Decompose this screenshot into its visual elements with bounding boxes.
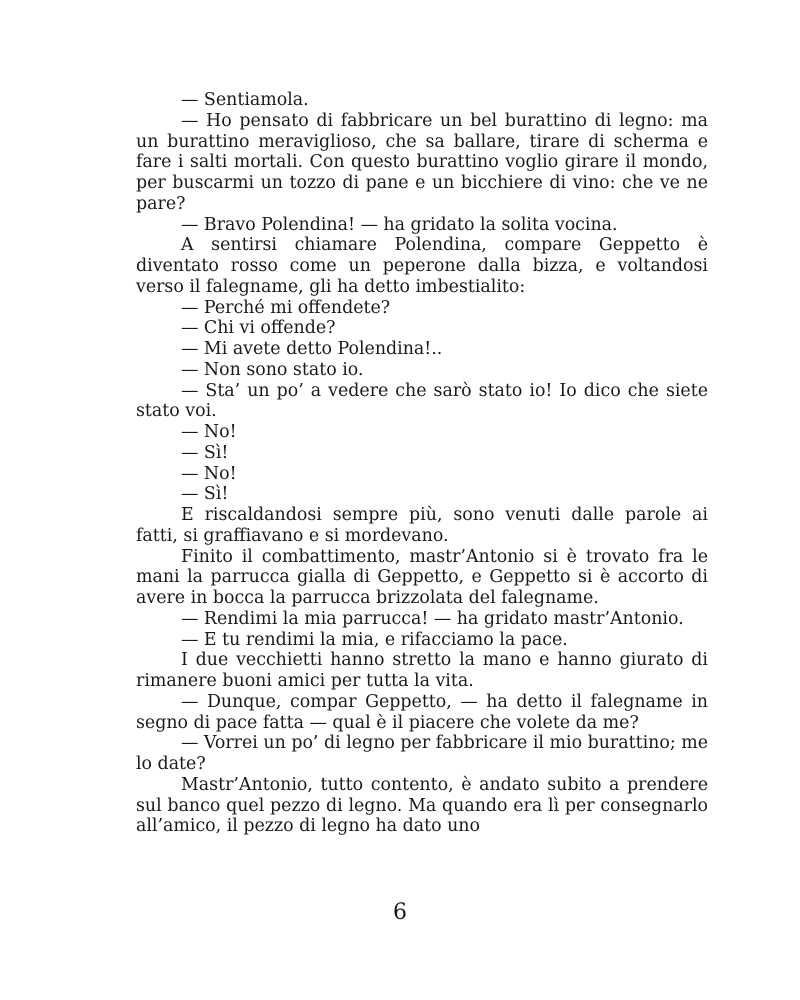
- paragraph: — Bravo Polendina! — ha gridato la solita vocina.: [181, 214, 618, 235]
- paragraph: — Sentiamola.: [181, 90, 309, 110]
- paragraph: — No!: [181, 463, 237, 484]
- paragraph: E riscaldandosi sempre più, sono venuti dalle parole ai fatti, si graffiavano e si mordevano.: [136, 505, 708, 546]
- body-text: [136, 90, 708, 837]
- paragraph: — Dunque, compar Geppetto, — ha detto il falegname in segno di pace fatta — qual è il piacere che volete da me?: [136, 691, 708, 733]
- paragraph: — Ho pensato di fabbricare un bel burattino di legno: ma un burattino meraviglioso, che sa ballare, tirare di scherma e fare i salti mortali. Con questo burattino voglio girare il mondo, per buscarmi un tozzo di pane e un bicchiere di vino: che ve ne pare?: [136, 110, 708, 214]
- paragraph: A sentirsi chiamare Polendina, compare Geppetto è diventato rosso come un peperone dalla bizza, e voltandosi verso il falegname, gli ha detto imbestialito:: [136, 235, 708, 297]
- page-number: 6: [393, 900, 407, 925]
- paragraph: Mastr’Antonio, tutto contento, è andato subito a prendere sul banco quel pezzo di legno. Ma quando era lì per consegnarlo all’amico, il pezzo di legno ha dato uno: [136, 774, 708, 837]
- paragraph: — Non sono stato io.: [181, 359, 364, 380]
- paragraph: — Sta’ un po’ a vedere che sarò stato io! Io dico che siete stato voi.: [136, 380, 708, 422]
- paragraph: — Mi avete detto Polendina!..: [181, 339, 443, 359]
- paragraph: — Perché mi offendete?: [181, 297, 391, 318]
- paragraph: — Sì!: [181, 484, 229, 505]
- paragraph: — Rendimi la mia parrucca! — ha gridato mastr’Antonio.: [181, 608, 684, 629]
- paragraph: Finito il combattimento, mastr’Antonio si è trovato fra le mani la parrucca gialla di Geppetto, e Geppetto si è accorto di avere in bocca la parrucca brizzolata del falegname.: [136, 546, 708, 608]
- paragraph: — Vorrei un po’ di legno per fabbricare il mio burattino; me lo date?: [136, 733, 708, 774]
- paragraph: — Chi vi offende?: [181, 318, 336, 339]
- paragraph: I due vecchietti hanno stretto la mano e hanno giurato di rimanere buoni amici per tutta la vita.: [136, 650, 708, 691]
- paragraph: — No!: [181, 422, 237, 442]
- paragraph: — E tu rendimi la mia, e rifacciamo la pace.: [181, 629, 568, 650]
- paragraph: — Sì!: [181, 442, 229, 463]
